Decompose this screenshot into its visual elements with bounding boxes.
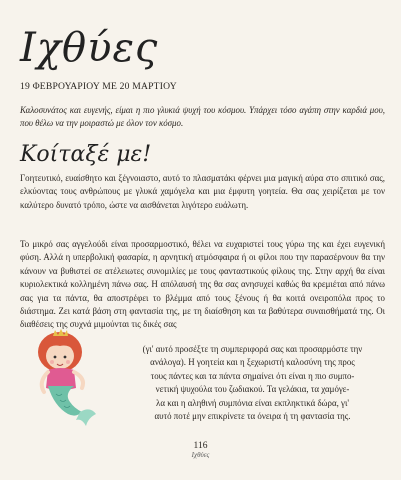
date-range: 19 ΦΕΒΡΟΥΑΡΙΟΥ ΜΕ 20 ΜΑΡΤΙΟΥ <box>20 81 177 92</box>
paragraph-2: Το μικρό σας αγγελούδι είναι προσαρμοστικό, θέλει να ευχαριστεί τους γύρω της και έχει ευγενική φύση. Αλλά η υπερβολική φασαρία, η αρνητική ατμόσφαιρα ή οι φίλοι που την παρασέρνουν θα την κάνουν να βυθιστεί σε ατέλειωτες συνομιλίες με τους φανταστικούς φίλους της. Στην αρχή θα είναι κυριολεκτικά κολλημένη πάνω σας. Η απόλαυσή της θα σας ανησυχεί καθώς θα κρεμιέται από πάνω σας για τα πάντα, θα αποστρέφει το βλέμμα από τους ξένους ή θα κοιτά ονειροπόλα προς το διάστημα. Ζει κατά βάση στη φαντασία της, με τη διαίσθηση και τα βαθύτερα συναισθήματά της. Οι διαθέσεις της συχνά μιμούνται τις δικές σας <box>20 239 385 330</box>
page-footer-label: Ιχθύες <box>191 451 210 459</box>
page-number: 116 <box>193 441 208 451</box>
wrap-line: λα και η αληθινή συμπόνια είναι εκπληκτικά δώρα, γι' <box>156 397 349 408</box>
paragraph-1: Γοητευτικό, ευαίσθητο και ξέγνοιαστο, αυτό το πλασματάκι φέρνει μια μαγική αύρα στο σπιτικό σας, ελκύοντας τους ανθρώπους με γλυκά χαμόγελα και μια έμφυτη γοητεία. Θα σας χειρίζεται με τον καλύτερο δυνατό τρόπο, ώστε να αισθάνεται λιγότερο ευάλωτη. <box>20 173 385 210</box>
wrap-line: (γι' αυτό προσέξτε τη συμπεριφορά σας και προσαρμόστε την <box>142 344 363 354</box>
wrap-line: αυτό ποτέ μην επικρίνετε τα όνειρα ή τη φαντασία της. <box>154 411 351 422</box>
section-subtitle: Κοίταξέ με! <box>20 142 152 167</box>
wrap-line: ανάλογα). Η γοητεία και η ξεχωριστή καλοσύνη της προς <box>150 357 355 368</box>
wrap-line: τους πάντες και τα πάντα σημαίνει ότι είναι η πιο συμπο- <box>150 370 355 381</box>
wrap-line: νετική ψυχούλα του ζωδιακού. Τα γελάκια, τα χαμόγε- <box>155 384 350 395</box>
mermaid-illustration <box>24 322 102 438</box>
intro-text: Καλοσυνάτος και ευγενής, είμαι η πιο γλυκιά ψυχή του κόσμου. Υπάρχει τόσο αγάπη στην καρδιά μου, που θέλω να την μοιραστώ με όλον τον κόσμο. <box>20 105 385 128</box>
page-title: Ιχθύες <box>20 25 159 71</box>
